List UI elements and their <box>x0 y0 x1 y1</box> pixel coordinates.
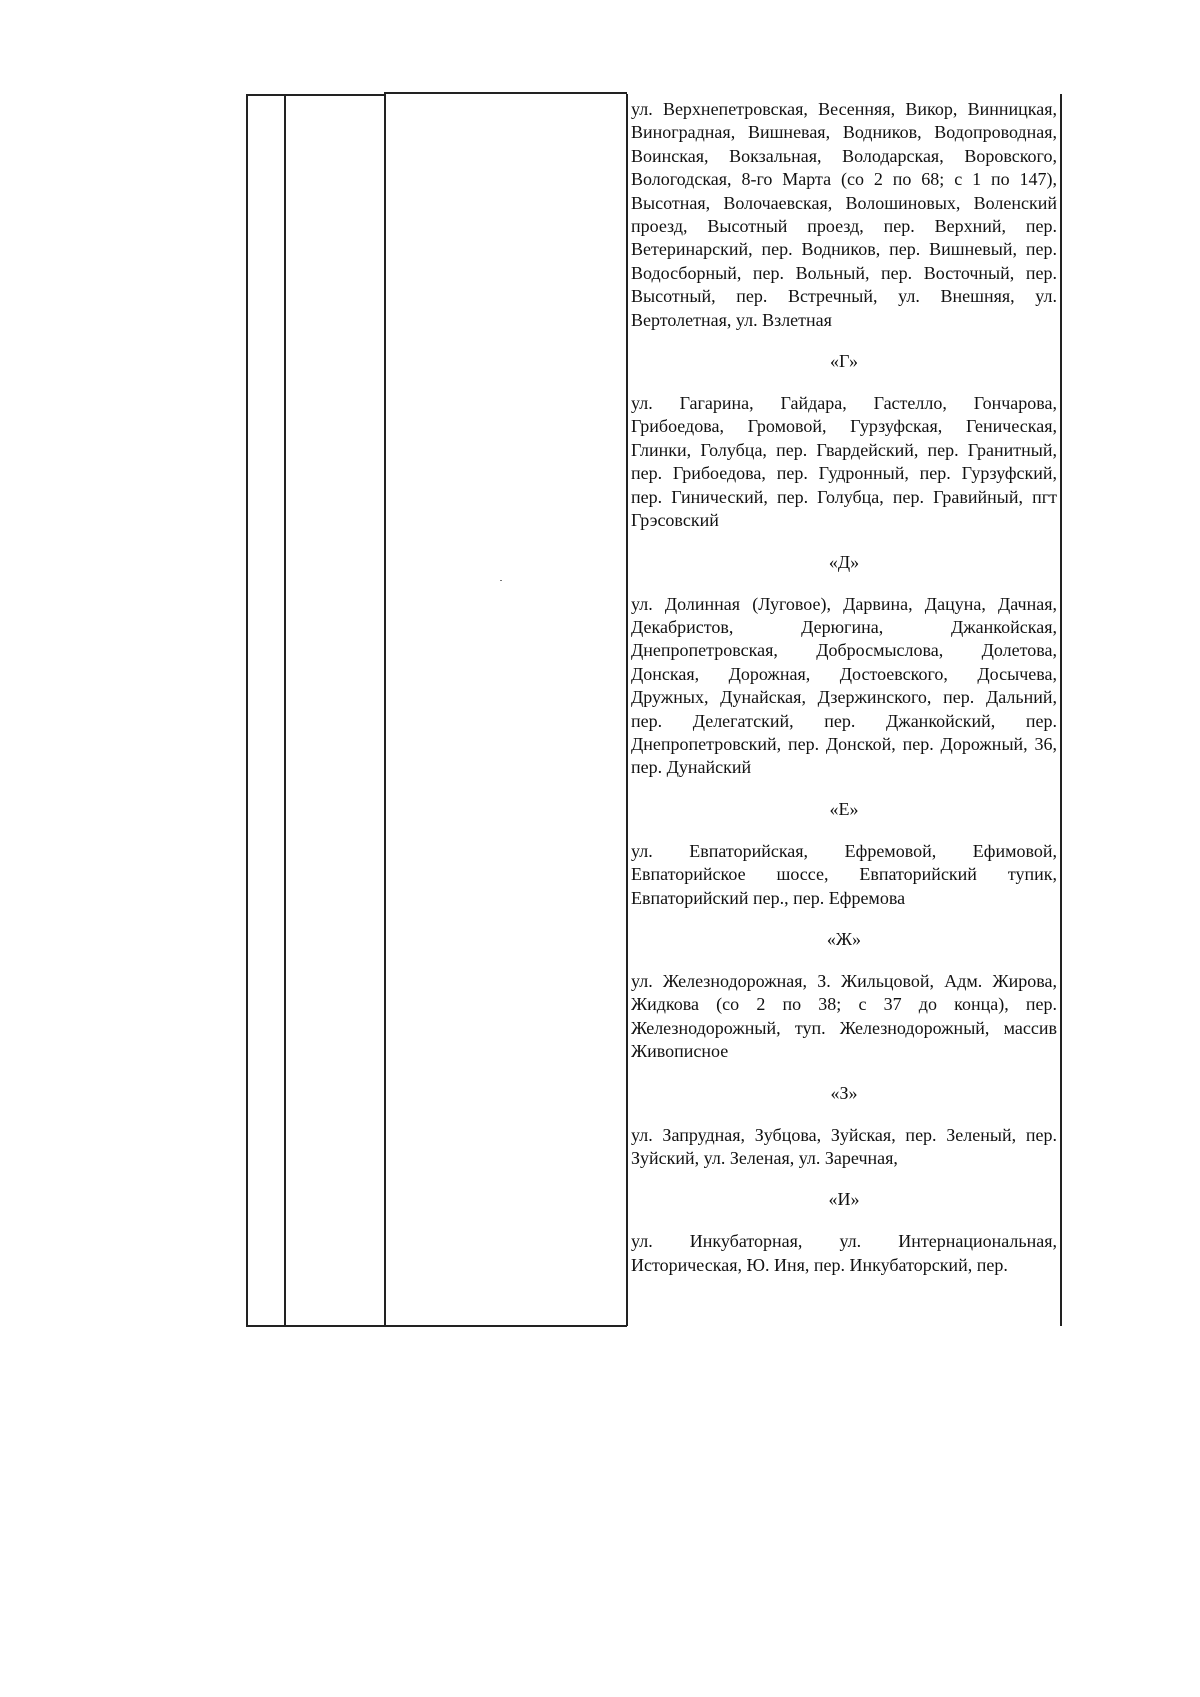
section-z-heading: «З» <box>830 1082 858 1103</box>
table-border-left <box>246 94 248 1326</box>
section-v-text: ул. Верхнепетровская, Весенняя, Викор, Винницкая, Виноградная, Вишневая, Водников, Водопроводная, Воинская, Вокзальная, Володарская, Воровского, Вологодская, 8-го Марта (со 2 по 68; с 1 по 147), Высотная, Волочаевская, Волошиновых, Воленский проезд, Высотный проезд, пер. Верхний, пер. Ветеринарский, пер. Водников, пер. Вишневый, пер. Водосборный, пер. Вольный, пер. Восточный, пер. Высотный, пер. Встречный, ул. Внешняя, ул. Вертолетная, ул. Взлетная <box>631 99 1057 330</box>
section-z-text: ул. Запрудная, Зубцова, Зуйская, пер. Зеленый, пер. Зуйский, ул. Зеленая, ул. Заречная, <box>631 1124 1057 1168</box>
section-zh-heading: «Ж» <box>826 928 862 949</box>
section-i-text: ул. Инкубаторная, ул. Интернациональная, Историческая, Ю. Иня, пер. Инкубаторский, пер. <box>631 1231 1057 1275</box>
table-top-border-left <box>246 94 384 96</box>
section-g-heading: «Г» <box>830 351 858 372</box>
section-zh-text: ул. Железнодорожная, З. Жильцовой, Адм. Жирова, Жидкова (со 2 по 38; с 37 до конца), пер. Железнодорожный, туп. Железнодорожный, массив Живописное <box>631 970 1057 1062</box>
section-d-text: ул. Долинная (Луговое), Дарвина, Дацуна, Дачная, Декабристов, Дерюгина, Джанкойская, Днепропетровская, Добросмыслова, Долетова, Донская, Дорожная, Достоевского, Досычева, Дружных, Дунайская, Дзержинского, пер. Дальний, пер. Делегатский, пер. Джанкойский, пер. Днепропетровский, пер. Донской, пер. Дорожный, 36, пер. Дунайский <box>631 593 1057 778</box>
column-divider-2 <box>384 94 386 1326</box>
section-d-heading: «Д» <box>828 551 860 572</box>
column-divider-3 <box>626 94 628 1326</box>
table-bottom-border <box>246 1325 627 1327</box>
street-list-cell <box>631 98 1057 1277</box>
table-top-border-mid <box>384 92 627 94</box>
section-g-text: ул. Гагарина, Гайдара, Гастелло, Гончарова, Грибоедова, Громовой, Гурзуфская, Геническая, Глинки, Голубца, пер. Гвардейский, пер. Гранитный, пер. Грибоедова, пер. Гудронный, пер. Гурзуфский, пер. Гинический, пер. Голубца, пер. Гравийный, пгт Грэсовский <box>631 393 1057 531</box>
column-divider-1 <box>284 94 286 1326</box>
section-e-text: ул. Евпаторийская, Ефремовой, Ефимовой, Евпаторийское шоссе, Евпаторийский тупик, Евпаторийский пер., пер. Ефремова <box>631 840 1057 908</box>
section-i-heading: «И» <box>828 1189 860 1210</box>
section-e-heading: «Е» <box>829 798 859 819</box>
scan-speck <box>500 580 502 581</box>
table-border-right <box>1060 94 1062 1326</box>
